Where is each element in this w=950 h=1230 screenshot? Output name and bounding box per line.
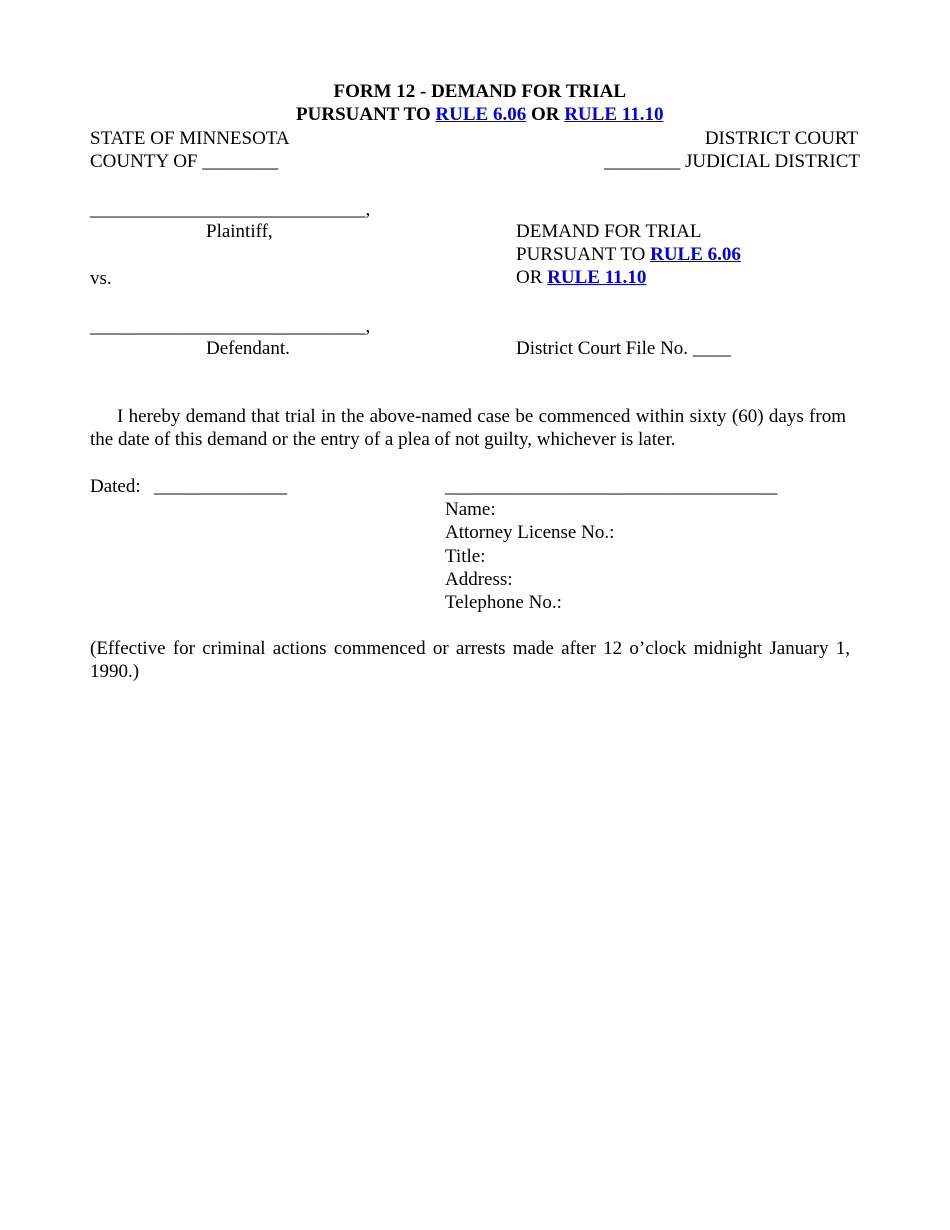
doc-title-line2	[516, 243, 741, 266]
state-label: STATE OF MINNESOTA	[90, 128, 290, 149]
form-subtitle	[0, 80, 950, 126]
signature-line: ___________________________________	[445, 476, 778, 497]
plaintiff-blank: _____________________________,	[90, 199, 371, 220]
doc-title-line3	[516, 266, 646, 289]
name-label: Name:	[445, 499, 496, 520]
doc-rule-6-06-link[interactable]: RULE 6.06	[650, 244, 741, 265]
title-label: Title:	[445, 546, 486, 567]
defendant-label: Defendant.	[206, 338, 290, 359]
plaintiff-label: Plaintiff,	[206, 221, 273, 242]
dated-blank: ______________	[154, 476, 287, 497]
doc-rule-11-10-link[interactable]: RULE 11.10	[547, 267, 647, 288]
form-title-line1: FORM 12 - DEMAND FOR TRIAL	[333, 81, 627, 102]
defendant-blank: _____________________________,	[90, 316, 371, 337]
district-label: ________ JUDICIAL DISTRICT	[604, 151, 860, 172]
effective-note: (Effective for criminal actions commenced or arrests made after 12 o’clock midnight January 1, 1990.)	[90, 638, 850, 682]
subtitle-prefix: PURSUANT TO	[296, 104, 436, 125]
court-label: DISTRICT COURT	[704, 128, 858, 149]
demand-paragraph: I hereby demand that trial in the above-named case be commenced within sixty (60) days from the date of this demand or the entry of a plea of not guilty, whichever is later.	[90, 406, 846, 450]
license-label: Attorney License No.:	[445, 522, 615, 543]
rule-6-06-link[interactable]: RULE 6.06	[435, 104, 527, 125]
doc-title-prefix: PURSUANT TO	[516, 244, 651, 265]
file-number: District Court File No. ____	[516, 338, 731, 359]
address-label: Address:	[445, 569, 513, 590]
vs-label: vs.	[90, 268, 112, 289]
doc-title-line1: DEMAND FOR TRIAL	[516, 221, 702, 242]
county-label: COUNTY OF ________	[90, 151, 279, 172]
doc-title-or: OR	[516, 267, 548, 288]
subtitle-or: OR	[526, 104, 565, 125]
rule-11-10-link[interactable]: RULE 11.10	[564, 104, 664, 125]
telephone-label: Telephone No.:	[445, 592, 562, 613]
dated-label: Dated:	[90, 476, 141, 497]
